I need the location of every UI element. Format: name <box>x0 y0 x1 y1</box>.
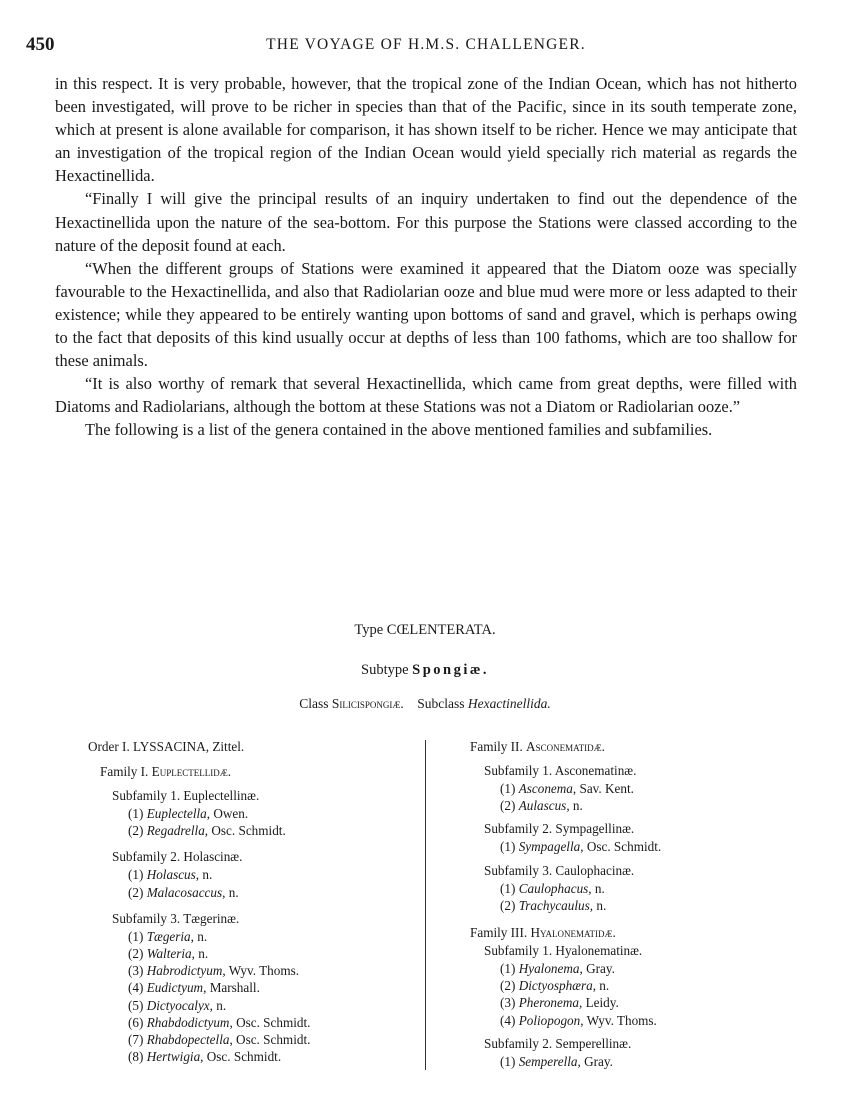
paragraph: “When the different groups of Stations were examined it appeared that the Diatom ooze was specially favourable to the Hexactinellida, and also that Radiolarian ooze and blue mud were more or less adapted to their existence; while they appeared to be entirely wanting upon bottoms of sand and gravel, which is perhaps owing to the fact that deposits of this kind usually occur at depths of less than 100 fathoms, which are too shallow for these animals. <box>55 258 797 371</box>
genus-item: (5) Dictyocalyx, n. <box>128 997 227 1013</box>
genus-item: (7) Rhabdopectella, Osc. Schmidt. <box>128 1032 311 1048</box>
genus-item: (2) Trachycaulus, n. <box>500 897 607 913</box>
page-number: 450 <box>26 34 55 55</box>
subfamily-heading: Subfamily 1. Hyalonematinæ. <box>484 943 643 959</box>
order-heading: Order I. LYSSACINA, Zittel. <box>88 739 245 754</box>
family-name: Asconematidæ. <box>526 739 605 754</box>
page-header <box>26 34 826 58</box>
family-heading <box>88 762 408 781</box>
paragraph: “Finally I will give the principal results of an inquiry undertaken to find out the dependence of the Hexactinellida upon the nature of the sea-bottom. For this purpose the Stations were classed according to the nature of the deposit found at each. <box>55 189 797 255</box>
subtype-name: Spongiæ. <box>412 662 489 678</box>
subfamily-heading: Subfamily 1. Asconematinæ. <box>484 763 637 778</box>
subtype-heading <box>0 662 850 679</box>
type-prefix: Type <box>354 622 384 638</box>
genus-item: (6) Rhabdodictyum, Osc. Schmidt. <box>128 1014 311 1030</box>
genus-item: (2) Aulascus, n. <box>500 798 583 814</box>
family-number: Family II. <box>470 739 523 754</box>
class-prefix: Class <box>299 696 329 711</box>
genus-item: (4) Poliopogon, Wyv. Thoms. <box>500 1012 657 1028</box>
class-heading <box>0 696 850 712</box>
column-divider <box>425 740 426 1070</box>
genus-item: (1) Semperella, Gray. <box>500 1053 613 1069</box>
family-number: Family III. <box>470 925 528 941</box>
genus-item: (3) Habrodictyum, Wyv. Thoms. <box>128 963 300 979</box>
subfamily-heading: Subfamily 2. Semperellinæ. <box>484 1035 632 1051</box>
family-heading <box>470 923 800 942</box>
paragraph: in this respect. It is very probable, however, that the tropical zone of the Indian Ocean, which has not hitherto been investigated, will prove to be richer in species than that of the Pacific, since in its south temperate zone, which at present is alone available for comparison, it has shown itself to be richer. Hence we may anticipate that an investigation of the tropical region of the Indian Ocean would yield specially rich material as regards the Hexactinellida. <box>55 74 797 186</box>
genera-list-left <box>88 737 408 1065</box>
genus-item: (2) Walteria, n. <box>128 946 209 962</box>
subclass-name: Hexactinellida. <box>467 696 551 711</box>
family-name: Hyalonematidæ. <box>530 925 616 941</box>
family-number: Family I. <box>100 764 149 779</box>
paragraph: The following is a list of the genera contained in the above mentioned families and subfamilies. <box>85 420 713 440</box>
class-name: Silicispongiæ. <box>331 696 404 711</box>
genus-item: (3) Pheronema, Leidy. <box>500 995 619 1011</box>
subtype-prefix: Subtype <box>361 662 409 678</box>
type-name: CŒLENTERATA. <box>386 622 496 638</box>
genus-item: (2) Dictyosphæra, n. <box>500 978 610 994</box>
genus-item: (2) Regadrella, Osc. Schmidt. <box>128 823 286 839</box>
genus-item: (8) Hertwigia, Osc. Schmidt. <box>128 1049 282 1065</box>
genus-item: (1) Euplectella, Owen. <box>128 806 249 821</box>
genus-item: (1) Sympagella, Osc. Schmidt. <box>500 839 662 855</box>
subfamily-heading: Subfamily 3. Tægerinæ. <box>112 910 240 926</box>
subfamily-heading: Subfamily 3. Caulophacinæ. <box>484 862 635 878</box>
body-text <box>55 72 797 442</box>
family-name: Euplectellidæ. <box>151 764 232 779</box>
subfamily-heading: Subfamily 2. Holascinæ. <box>112 849 243 865</box>
subfamily-heading: Subfamily 1. Euplectellinæ. <box>112 788 260 803</box>
genus-item: (1) Tægeria, n. <box>128 928 208 944</box>
genus-item: (2) Malacosaccus, n. <box>128 884 239 900</box>
genus-item: (1) Holascus, n. <box>128 867 213 883</box>
subfamily-heading: Subfamily 2. Sympagellinæ. <box>484 821 635 837</box>
genus-item: (4) Eudictyum, Marshall. <box>128 980 260 996</box>
genera-list-right <box>470 737 800 1070</box>
running-title: THE VOYAGE OF H.M.S. CHALLENGER. <box>266 36 586 53</box>
family-heading <box>470 737 800 756</box>
genus-item: (1) Asconema, Sav. Kent. <box>500 781 634 796</box>
paragraph: “It is also worthy of remark that several Hexactinellida, which came from great depths, were filled with Diatoms and Radiolarians, although the bottom at these Stations was not a Diatom or Radiolarian ooze.” <box>55 374 797 417</box>
type-heading <box>0 622 850 639</box>
subclass-prefix: Subclass <box>417 696 465 711</box>
genus-item: (1) Hyalonema, Gray. <box>500 961 615 977</box>
genus-item: (1) Caulophacus, n. <box>500 880 605 896</box>
